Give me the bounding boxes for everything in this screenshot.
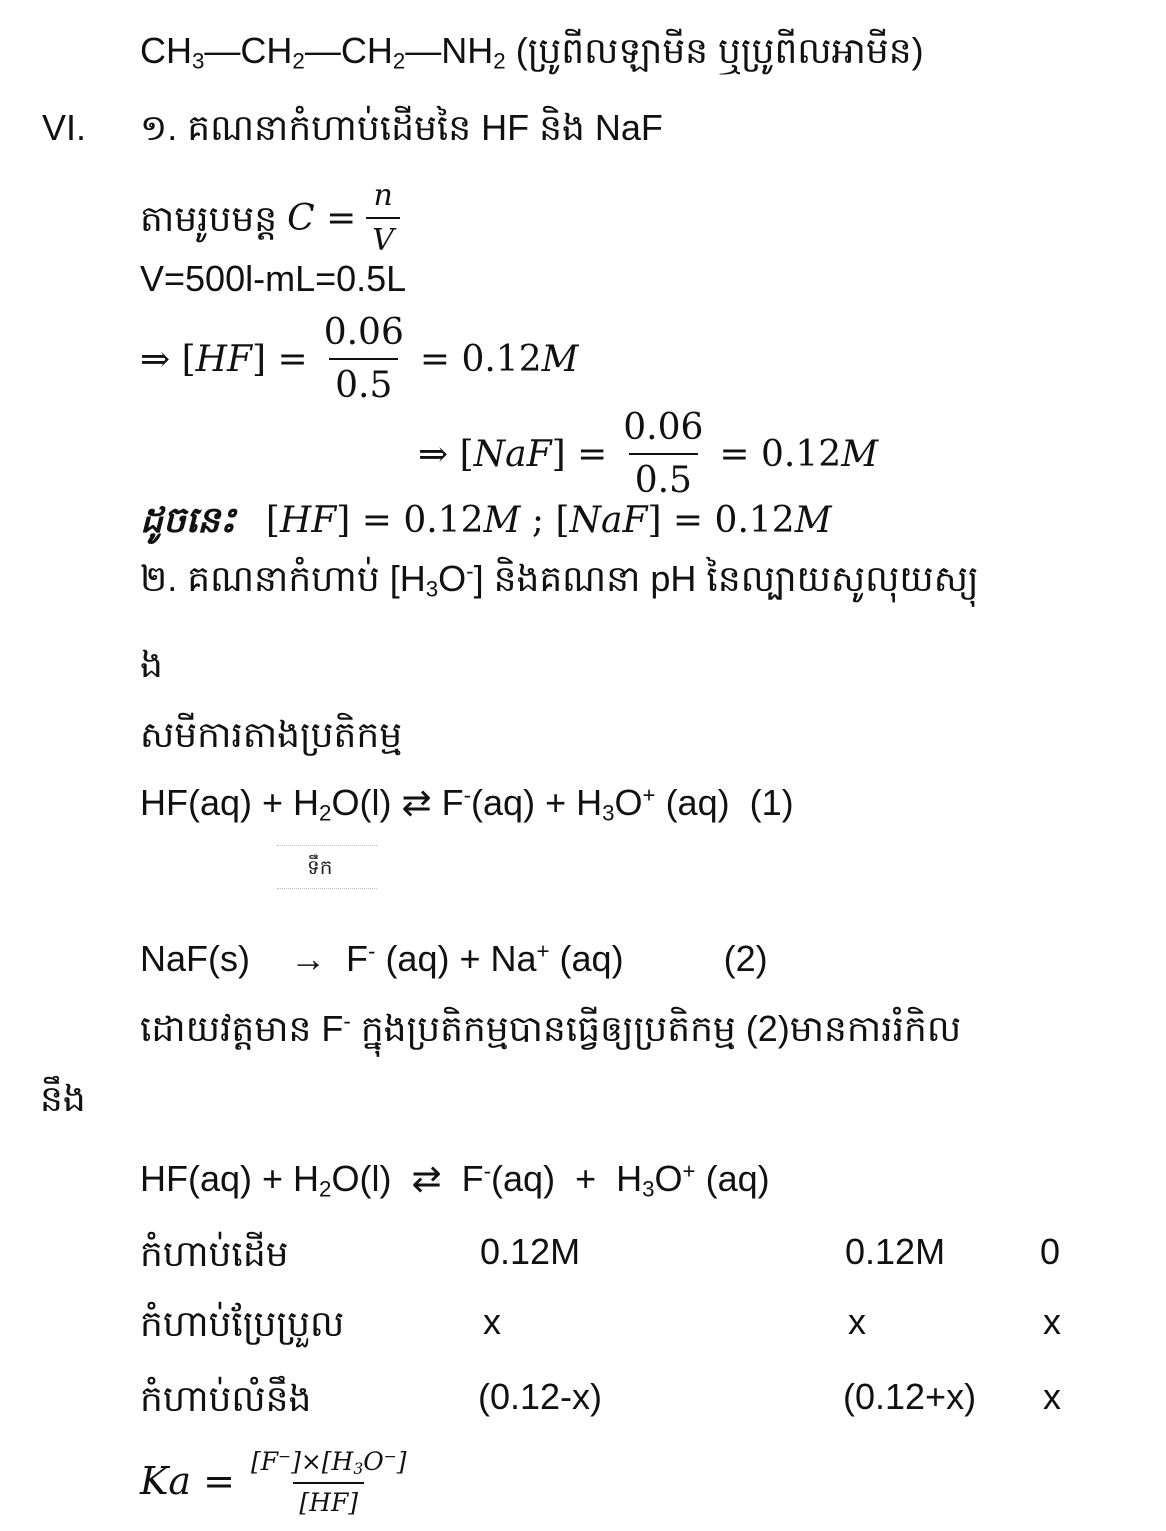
concentration-formula-line — [140, 172, 400, 264]
ka-lhs: Ka = — [140, 1459, 235, 1504]
naf-calc-result: = 0.12M — [719, 433, 879, 475]
row-label: កំហាប់ប្រែប្រួល — [140, 1303, 345, 1344]
propylamine-formula-line: CH3—CH2—CH2—NH2 (ប្រូពីលឡាមីន ឬប្រូពីលអាមីន) — [140, 30, 924, 74]
f-initial: 0.12M — [845, 1231, 946, 1272]
conclusion-line — [140, 497, 832, 543]
hf-calc-lhs: ⇒ [HF] = — [140, 338, 308, 380]
ka-expression — [140, 1438, 412, 1526]
conclusion-math: [HF] = 0.12M ; [NaF] = 0.12M — [265, 500, 832, 541]
ka-fraction — [245, 1446, 413, 1519]
f-equilibrium: (0.12+x) — [843, 1376, 977, 1417]
fraction-denominator: 0.5 — [629, 453, 698, 503]
ice-table-equation: HF(aq) + H2O(l) ⇄ F-(aq) + H3O+ (aq) — [140, 1158, 770, 1202]
explanation-line2: នឹង — [40, 1078, 86, 1119]
naf-calc-lhs: ⇒ [NaF] = — [418, 433, 608, 475]
naf-concentration-calc — [418, 398, 878, 510]
h3o-equilibrium: x — [1043, 1376, 1061, 1417]
question2-heading-line2: ង — [140, 644, 163, 685]
explanation-line1: ដោយវត្តមាន F- ក្នុងប្រតិកម្មបានធ្វើឲ្យប្រតិកម្ម (2)មានការរំកិល — [140, 1008, 962, 1049]
reaction-equation-1: HF(aq) + H2O(l) ⇄ F-(aq) + H3O+ (aq) (1) — [140, 782, 794, 826]
h3o-change: x — [1043, 1301, 1061, 1342]
formula-intro-khmer: តាមរូបមន្ត — [140, 197, 278, 239]
h3o-initial: 0 — [1040, 1231, 1061, 1272]
section-numeral: VI. — [42, 107, 87, 148]
conclusion-khmer: ដូចនេះ — [140, 499, 236, 540]
naf-calc-fraction — [617, 405, 709, 503]
n-over-v-fraction — [366, 177, 400, 260]
water-annotation: ទឹក — [277, 845, 377, 889]
hf-equilibrium: (0.12-x) — [478, 1376, 603, 1417]
f-change: x — [848, 1301, 866, 1342]
fraction-numerator: 0.06 — [623, 407, 704, 448]
hf-initial: 0.12M — [480, 1231, 581, 1272]
ka-denominator: [HF] — [293, 1482, 364, 1518]
fraction-denominator: V — [366, 217, 400, 260]
reaction-equation-2: NaF(s) → F- (aq) + Na+ (aq) (2) — [140, 938, 768, 979]
row-label: កំហាប់ដើម — [140, 1233, 289, 1274]
formula-lhs: C = — [287, 197, 357, 239]
equation-intro-line: សមីការតាងប្រតិកម្ម — [140, 714, 403, 755]
question1-heading: ១. គណនាកំហាប់ដើមនៃ HF និង NaF — [140, 107, 663, 148]
volume-line: V=500l-mL=0.5L — [140, 258, 407, 299]
fraction-numerator: 0.06 — [323, 312, 404, 353]
question2-heading-line1: ២. គណនាកំហាប់ [H3O-] និងគណនា pH នៃល្បាយសូលុយស្យុ — [140, 558, 979, 602]
hf-change: x — [483, 1301, 501, 1342]
hf-calc-result: = 0.12M — [419, 338, 579, 380]
hf-calc-fraction — [318, 310, 410, 408]
ka-numerator: [F−]×[H3O−] — [250, 1446, 407, 1478]
fraction-denominator: 0.5 — [329, 358, 398, 408]
fraction-numerator: n — [373, 177, 393, 213]
row-label: កំហាប់លំនឹង — [140, 1378, 312, 1419]
